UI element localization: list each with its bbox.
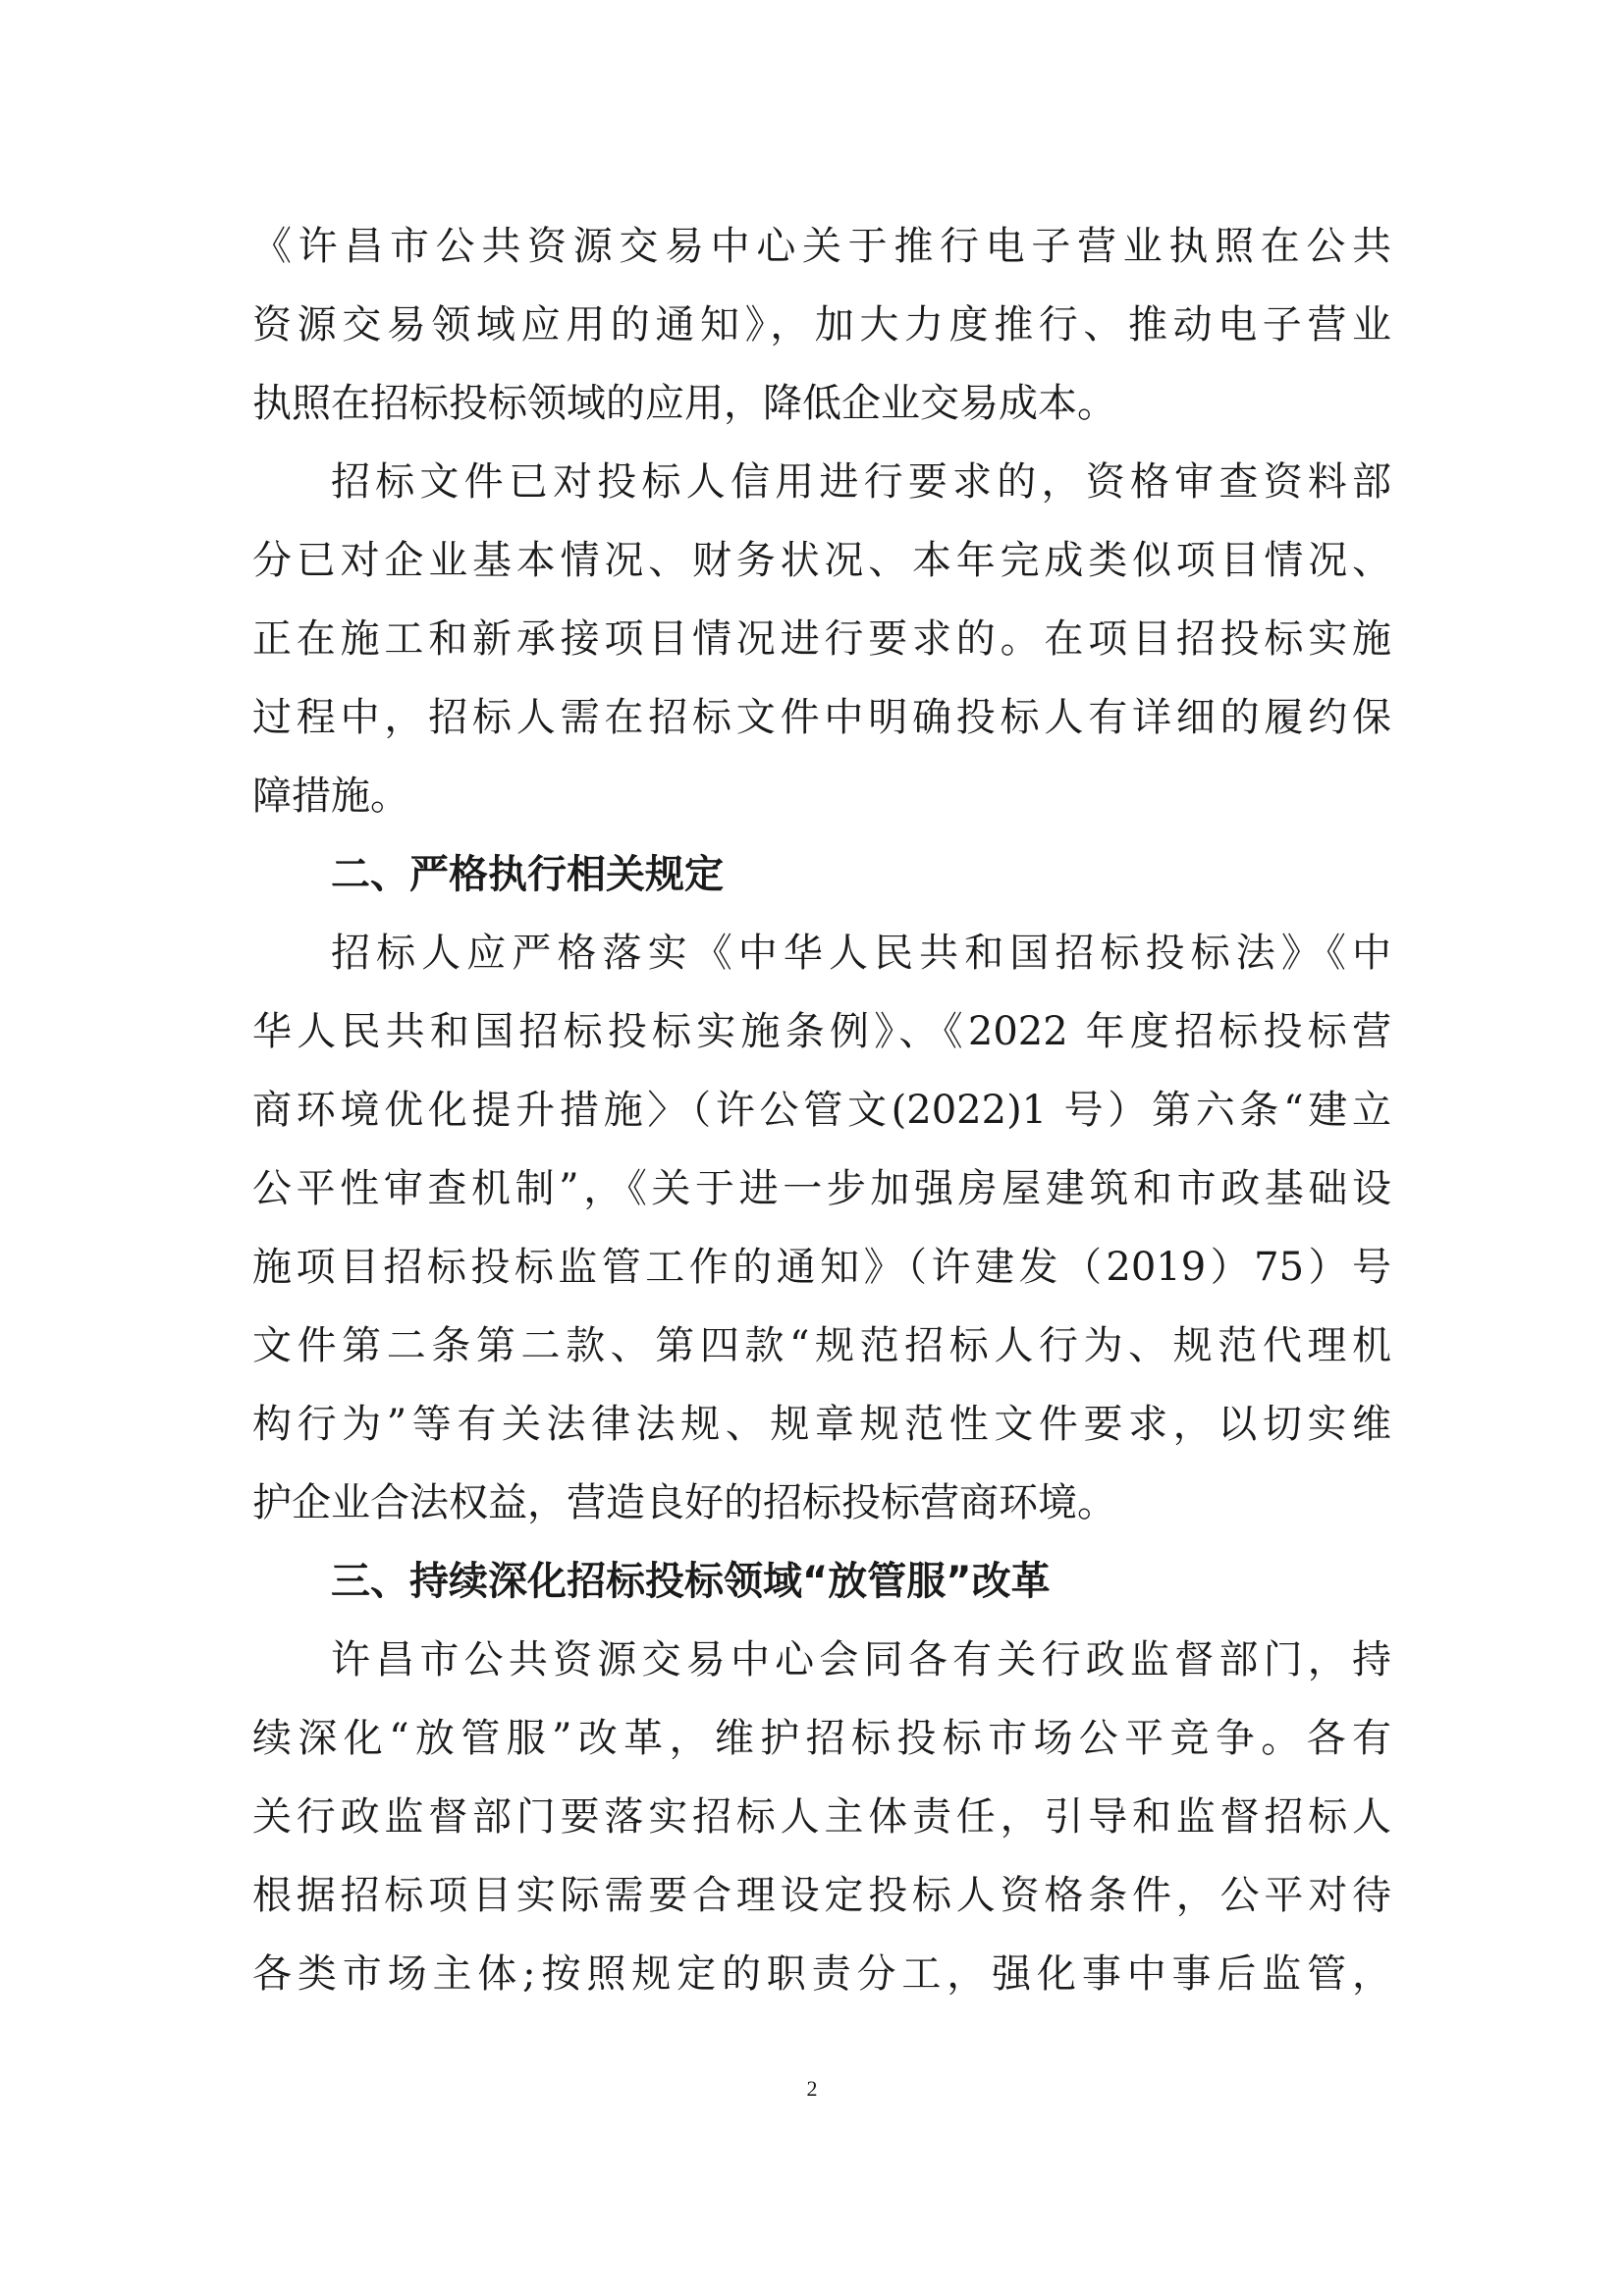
- body-text-line: 招标人应严格落实《中华人民共和国招标投标法》《中: [331, 931, 1391, 976]
- body-text-line: 招标文件已对投标人信用进行要求的，资格审查资料部: [331, 459, 1391, 505]
- body-text-line: 许昌市公共资源交易中心会同各有关行政监督部门，持: [331, 1637, 1391, 1682]
- body-text-line: 正在施工和新承接项目情况进行要求的。在项目招投标实施: [252, 616, 1391, 662]
- body-text-line: 执照在招标投标领域的应用，降低企业交易成本。: [252, 381, 1116, 426]
- body-text-line: 分已对企业基本情况、财务状况、本年完成类似项目情况、: [252, 538, 1391, 583]
- body-text-line: 文件第二条第二款、第四款“规范招标人行为、规范代理机: [252, 1323, 1391, 1368]
- body-text-line: 续深化“放管服”改革，维护招标投标市场公平竞争。各有: [252, 1716, 1391, 1761]
- body-text-line: 关行政监督部门要落实招标人主体责任，引导和监督招标人: [252, 1794, 1391, 1840]
- body-text-line: 根据招标项目实际需要合理设定投标人资格条件，公平对待: [252, 1873, 1391, 1918]
- body-text-line: 护企业合法权益，营造良好的招标投标营商环境。: [252, 1480, 1116, 1525]
- body-text-line: 公平性审查机制”，《关于进一步加强房屋建筑和市政基础设: [252, 1166, 1391, 1211]
- body-text-line: 过程中，招标人需在招标文件中明确投标人有详细的履约保: [252, 695, 1391, 740]
- page-number: 2: [806, 2076, 818, 2101]
- body-text-line: 华人民共和国招标投标实施条例》、《2022 年度招标投标营: [252, 1009, 1391, 1054]
- body-text-line: 资源交易领域应用的通知》，加大力度推行、推动电子营业: [252, 302, 1391, 347]
- body-text-line: 商环境优化提升措施〉（许公管文(2022)1 号）第六条“建立: [252, 1088, 1391, 1133]
- body-text-line: 各类市场主体;按照规定的职责分工，强化事中事后监管，: [252, 1951, 1391, 1997]
- section-heading: 三、持续深化招标投标领域“放管服”改革: [331, 1559, 1051, 1604]
- body-text-line: 构行为”等有关法律法规、规章规范性文件要求，以切实维: [252, 1402, 1391, 1447]
- body-text-line: 《许昌市公共资源交易中心关于推行电子营业执照在公共: [252, 224, 1391, 269]
- body-text-line: 施项目招标投标监管工作的通知》（许建发（2019）75）号: [252, 1245, 1391, 1290]
- body-text-line: 障措施。: [252, 774, 409, 819]
- section-heading: 二、严格执行相关规定: [331, 852, 724, 897]
